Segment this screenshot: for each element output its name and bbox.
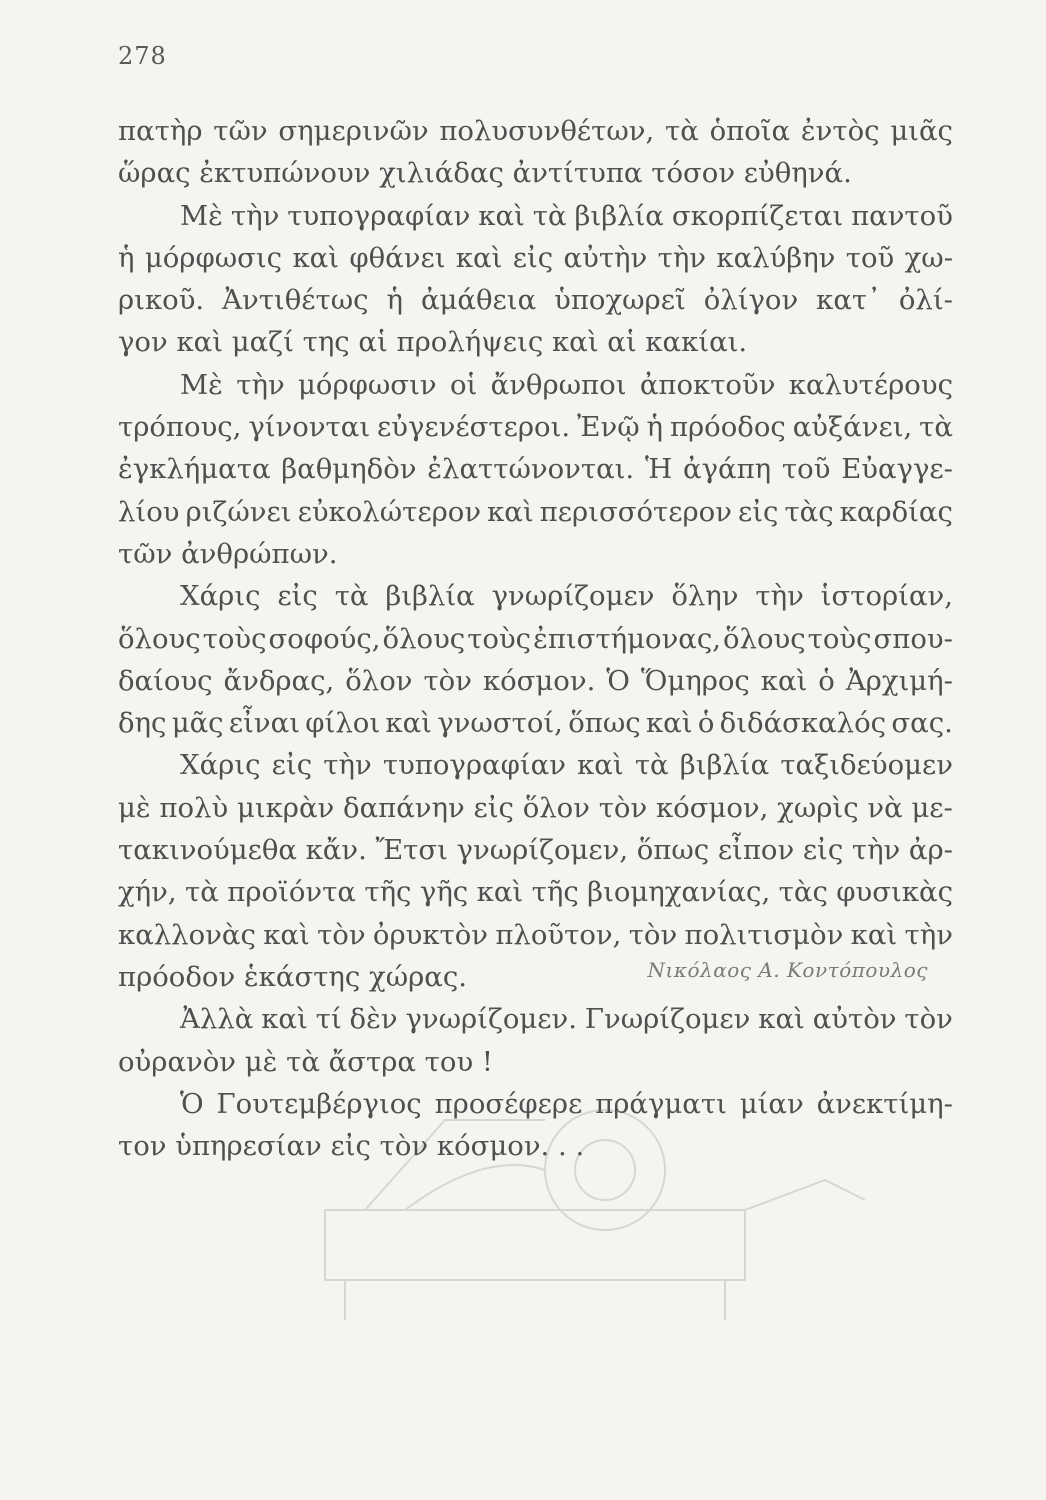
word: τὸν: [317, 918, 366, 951]
word: προσέφερε: [434, 1087, 583, 1120]
word: εἰς: [271, 749, 313, 782]
word: τοὺς: [202, 622, 267, 655]
word: καλύβην: [716, 241, 836, 274]
word: τακινούμεθα: [118, 834, 297, 867]
word: φυσικὰς: [836, 876, 953, 909]
word: βιβλία: [679, 749, 770, 782]
word: Μὲ: [180, 199, 223, 232]
word: ἐλαττώνονται.: [427, 453, 635, 486]
word: ὁποῖα: [709, 115, 791, 147]
word: κόσμον,: [655, 791, 769, 824]
page-number: 278: [118, 42, 167, 70]
word: βιβλία: [385, 580, 475, 613]
word: νὰ: [867, 791, 903, 824]
text-line: [118, 364, 953, 406]
text-line: [118, 702, 953, 744]
word: ταξιδεύομεν: [780, 749, 953, 782]
word: δης: [118, 707, 167, 740]
word: καὶ: [292, 241, 339, 274]
word: εἶναι: [228, 707, 300, 740]
word: ὅπως: [568, 707, 641, 740]
word: καὶ: [476, 876, 524, 909]
text-line: [118, 871, 953, 913]
word: πράγματι: [595, 1087, 727, 1120]
word: ὑποχωρεῖ: [554, 284, 686, 317]
word: δὲν: [349, 1003, 398, 1036]
word: τὰ: [185, 876, 219, 909]
text-line: [118, 787, 953, 829]
word: ὀλί-: [898, 284, 953, 317]
word: σοφούς,: [268, 622, 381, 655]
text-line: πρόοδον ἑκάστης χώρας.: [118, 960, 468, 993]
word: προϊόντα: [227, 876, 356, 909]
text-line: [118, 279, 953, 321]
word: τί: [315, 1003, 342, 1036]
word: ἡ: [386, 284, 403, 317]
word: ἀγάπη: [683, 453, 772, 486]
word: ὁ: [697, 707, 715, 740]
word: σας.: [891, 707, 953, 740]
word: καὶ: [263, 918, 310, 951]
word: Γνωρίζομεν: [584, 1003, 751, 1036]
word: δαπάνην: [343, 791, 465, 824]
word: Ὅμηρος: [640, 664, 750, 697]
word: ὅλον: [522, 791, 590, 824]
word: οἱ: [449, 368, 478, 401]
word: φίλοι: [305, 707, 381, 740]
word: Ἀρχιμή-: [845, 664, 953, 697]
word: λίου: [118, 495, 180, 528]
word: τὴν: [323, 749, 372, 782]
word: Χάρις: [180, 580, 261, 613]
word: ὁ: [818, 664, 835, 697]
word: γνωρίζομεν,: [456, 834, 629, 867]
word: μὲ: [118, 791, 151, 824]
word: τοὺς: [807, 622, 872, 655]
word: αὐτὸν: [812, 1003, 897, 1036]
word: μᾶς: [171, 707, 224, 740]
text-line: [118, 406, 953, 448]
word: ὀλίγον: [703, 284, 799, 317]
word: εἰς: [473, 791, 514, 824]
word: ὅλην: [671, 580, 739, 613]
word: ἀρ-: [908, 834, 953, 867]
text-line: [118, 744, 953, 786]
text-line: [118, 237, 953, 279]
word: καλυτέρους: [788, 368, 953, 401]
word: καλλονὰς: [118, 918, 256, 951]
word: γνωρίζομεν.: [405, 1003, 578, 1036]
word: εἰς: [277, 580, 318, 613]
word: εἰς: [512, 241, 554, 274]
text-line: [118, 660, 953, 702]
word: τυπογραφίαν: [287, 199, 471, 232]
word: Ἔτσι: [375, 834, 448, 867]
word: Ἀλλὰ: [180, 1003, 254, 1036]
word: καὶ: [645, 707, 693, 740]
word: γνωστοί,: [437, 707, 563, 740]
word: ἐντὸς: [800, 115, 880, 147]
text-line: [118, 195, 953, 237]
word: χήν,: [118, 876, 177, 909]
word: ὅλους: [118, 622, 201, 655]
word: ὅπως: [636, 834, 710, 867]
word: δαίους: [118, 664, 213, 697]
word: με-: [911, 791, 953, 824]
text-line: γον καὶ μαζί της αἱ προλήψεις καὶ αἱ κακίαι.: [118, 326, 748, 359]
word: τὸν: [423, 664, 472, 697]
word: εὐκολώτερον: [297, 495, 482, 528]
word: τρόπους,: [118, 411, 242, 444]
word: φθάνει: [349, 241, 446, 274]
word: κἄν.: [305, 834, 367, 867]
word: καὶ: [478, 199, 525, 232]
word: καὶ: [487, 495, 534, 528]
text-line: [118, 110, 953, 152]
word: τὴν: [236, 368, 285, 401]
word: τῶν: [213, 115, 268, 147]
word: ὅλον: [345, 664, 413, 697]
text-line: [118, 448, 953, 490]
word: σκορπίζεται: [671, 199, 844, 232]
text-line: [118, 829, 953, 871]
word: καὶ: [455, 241, 503, 274]
word: Μὲ: [180, 368, 223, 401]
word: πρόοδος: [669, 411, 786, 444]
text-line: τον ὑπηρεσίαν εἰς τὸν κόσμον. . .: [118, 1130, 585, 1163]
word: σπου-: [873, 622, 953, 655]
text-line: [118, 998, 953, 1040]
word: τυπογραφίαν: [382, 749, 566, 782]
word: χωρὶς: [777, 791, 859, 824]
word: καὶ: [385, 707, 432, 740]
word: μίαν: [739, 1087, 804, 1120]
word: βιβλία: [574, 199, 664, 232]
word: Ὁ: [180, 1087, 204, 1120]
word: ἡ: [118, 241, 135, 274]
word: καὶ: [758, 1003, 805, 1036]
word: τὸν: [628, 918, 678, 951]
word: καρδίας: [839, 495, 953, 528]
word: τὴν: [230, 199, 280, 232]
word: τὸν: [598, 791, 648, 824]
word: ἄνδρας,: [223, 664, 335, 697]
word: γῆς: [419, 876, 469, 909]
body-text: [118, 110, 953, 1167]
word: Ἀντιθέτως: [222, 284, 369, 317]
word: τὰς: [778, 876, 828, 909]
word: εὐγενέστεροι.: [377, 411, 571, 444]
word: χω-: [904, 241, 953, 274]
word: καὶ: [577, 749, 624, 782]
word: μόρφωσις: [144, 241, 283, 274]
author-signature: Νικόλαος Α. Κοντόπουλος: [647, 958, 928, 982]
word: γνωρίζομεν: [491, 580, 655, 613]
word: πολυσυνθέτων,: [439, 115, 655, 147]
word: πολὺ: [159, 791, 229, 824]
word: Εὐαγγε-: [841, 453, 953, 486]
word: τοῦ: [845, 241, 895, 274]
word: κατ᾽: [816, 284, 881, 317]
word: μιᾶς: [890, 115, 953, 147]
word: Ἐνῷ: [577, 411, 640, 444]
word: τὴν: [851, 834, 901, 867]
word: ἐγκλήματα: [118, 453, 271, 486]
word: καὶ: [850, 918, 898, 951]
text-line: οὐρανὸν μὲ τὰ ἄστρα του !: [118, 1045, 493, 1078]
word: τὸν: [904, 1003, 953, 1036]
word: ὅλους: [382, 622, 466, 655]
word: αὐξάνει,: [792, 411, 913, 444]
text-line: τῶν ἀνθρώπων.: [118, 537, 338, 570]
word: περισσότερον: [539, 495, 732, 528]
word: τὰ: [334, 580, 369, 613]
word: Χάρις: [180, 749, 261, 782]
word: ἐπιστήμονας,: [533, 622, 721, 655]
printing-press-illustration: [285, 1060, 905, 1330]
text-line: [118, 491, 953, 533]
word: τὰ: [634, 749, 669, 782]
word: τὰς: [784, 495, 834, 528]
word: ὅλους: [722, 622, 806, 655]
word: Γουτεμβέργιος: [216, 1087, 422, 1120]
text-line: [118, 914, 953, 956]
word: ριζώνει: [185, 495, 292, 528]
word: μικρὰν: [236, 791, 335, 824]
word: ἀνεκτίμη-: [816, 1087, 953, 1120]
word: βαθμηδὸν: [281, 453, 417, 486]
word: τὰ: [532, 199, 567, 232]
word: ἀποκτοῦν: [639, 368, 776, 401]
word: πολιτισμὸν: [684, 918, 844, 951]
word: ἡ: [646, 411, 664, 444]
word: ἱστορίαν,: [820, 580, 953, 613]
word: ρικοῦ.: [118, 284, 205, 317]
word: σημερινῶν: [278, 115, 429, 147]
word: κόσμον.: [482, 664, 596, 697]
word: Ὁ: [606, 664, 630, 697]
word: εἰς: [802, 834, 844, 867]
word: τὴν: [904, 918, 953, 951]
word: αὐτὴν: [563, 241, 648, 274]
word: καὶ: [760, 664, 808, 697]
word: ὀρυκτὸν: [372, 918, 489, 951]
word: τὰ: [919, 411, 953, 444]
word: εἰς: [737, 495, 779, 528]
text-line: [118, 575, 953, 617]
word: ἄνθρωποι: [490, 368, 627, 401]
word: παντοῦ: [851, 199, 953, 232]
word: γίνονται: [248, 411, 371, 444]
word: τῆς: [531, 876, 579, 909]
word: Ἡ: [644, 453, 673, 486]
word: τὴν: [657, 241, 707, 274]
word: βιομηχανίας,: [587, 876, 771, 909]
word: μόρφωσιν: [298, 368, 437, 401]
word: τὰ: [665, 115, 699, 147]
word: τῆς: [364, 876, 412, 909]
word: διδάσκαλός: [719, 707, 887, 740]
text-line: [118, 618, 953, 660]
word: ἀμάθεια: [420, 284, 537, 317]
word: εἶπον: [717, 834, 795, 867]
word: πλοῦτον,: [495, 918, 622, 951]
word: πατὴρ: [118, 115, 203, 147]
word: τὴν: [755, 580, 804, 613]
word: τοῦ: [781, 453, 831, 486]
word: καὶ: [261, 1003, 308, 1036]
word: τοὺς: [467, 622, 532, 655]
text-line: ὥρας ἐκτυπώνουν χιλιάδας ἀντίτυπα τόσον εὐθηνά.: [118, 157, 852, 190]
